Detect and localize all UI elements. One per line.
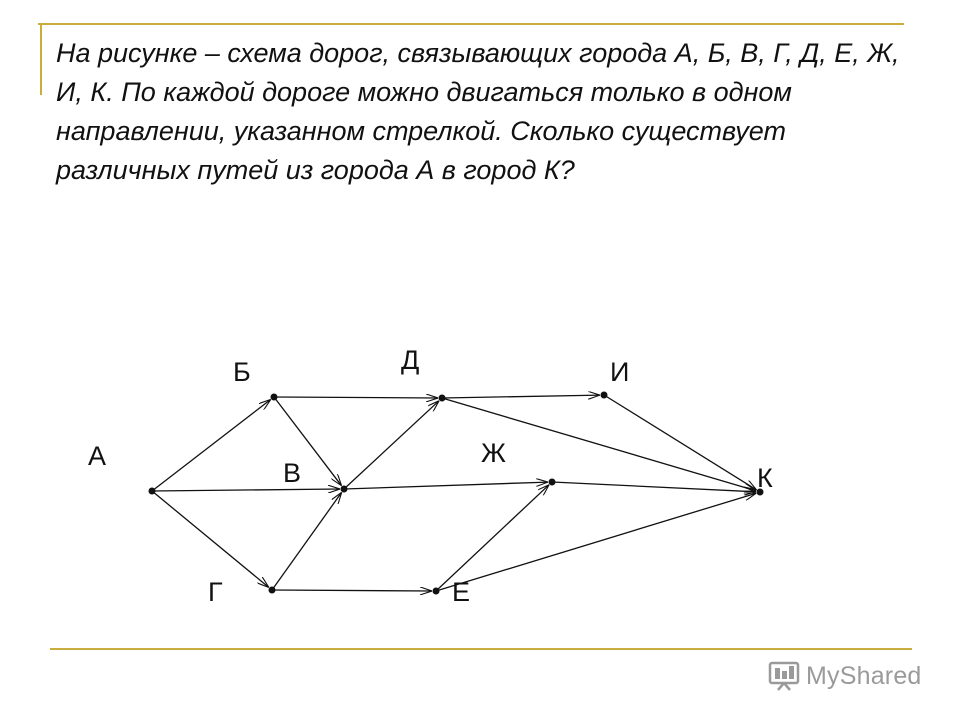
- node-label-g: Г: [208, 577, 223, 607]
- node-point-v: [341, 486, 348, 493]
- edge-e-k: [436, 493, 756, 591]
- node-label-zh: Ж: [481, 438, 506, 468]
- edge-a-g: [152, 491, 269, 588]
- edge-b-d: [274, 397, 438, 398]
- node-label-d: Д: [401, 345, 420, 375]
- edge-v-d: [344, 401, 439, 489]
- node-point-b: [271, 394, 278, 401]
- node-point-e: [433, 588, 440, 595]
- question-text: На рисунке – схема дорог, связывающих города А, Б, В, Г, Д, Е, Ж, И, К. По каждой дороге можно двигаться только в одном направлении, указанном стрелкой. Сколько существует различных путей из города А в город К?: [56, 38, 900, 185]
- node-point-i: [601, 392, 608, 399]
- logo-text: MyShared: [806, 661, 922, 690]
- frame-bottom-line: [50, 648, 912, 650]
- projector-icon: [768, 661, 800, 691]
- node-label-b: Б: [233, 357, 251, 387]
- node-label-v: В: [283, 458, 302, 488]
- node-label-k: К: [757, 463, 773, 493]
- node-point-a: [149, 488, 156, 495]
- edge-g-v: [272, 492, 342, 590]
- myshared-logo: [768, 658, 928, 694]
- edge-e-zh: [436, 485, 549, 591]
- edge-a-v: [152, 489, 340, 491]
- edge-g-e: [272, 590, 432, 591]
- edge-zh-k: [552, 482, 756, 492]
- node-point-d: [439, 395, 446, 402]
- node-point-zh: [549, 479, 556, 486]
- node-label-i: И: [610, 357, 630, 387]
- edge-d-i: [442, 395, 600, 398]
- edge-a-b: [152, 399, 271, 491]
- node-label-e: Е: [452, 577, 471, 607]
- edge-v-zh: [344, 482, 548, 489]
- node-label-a: А: [88, 441, 107, 471]
- node-point-g: [269, 587, 276, 594]
- edge-i-k: [604, 395, 757, 490]
